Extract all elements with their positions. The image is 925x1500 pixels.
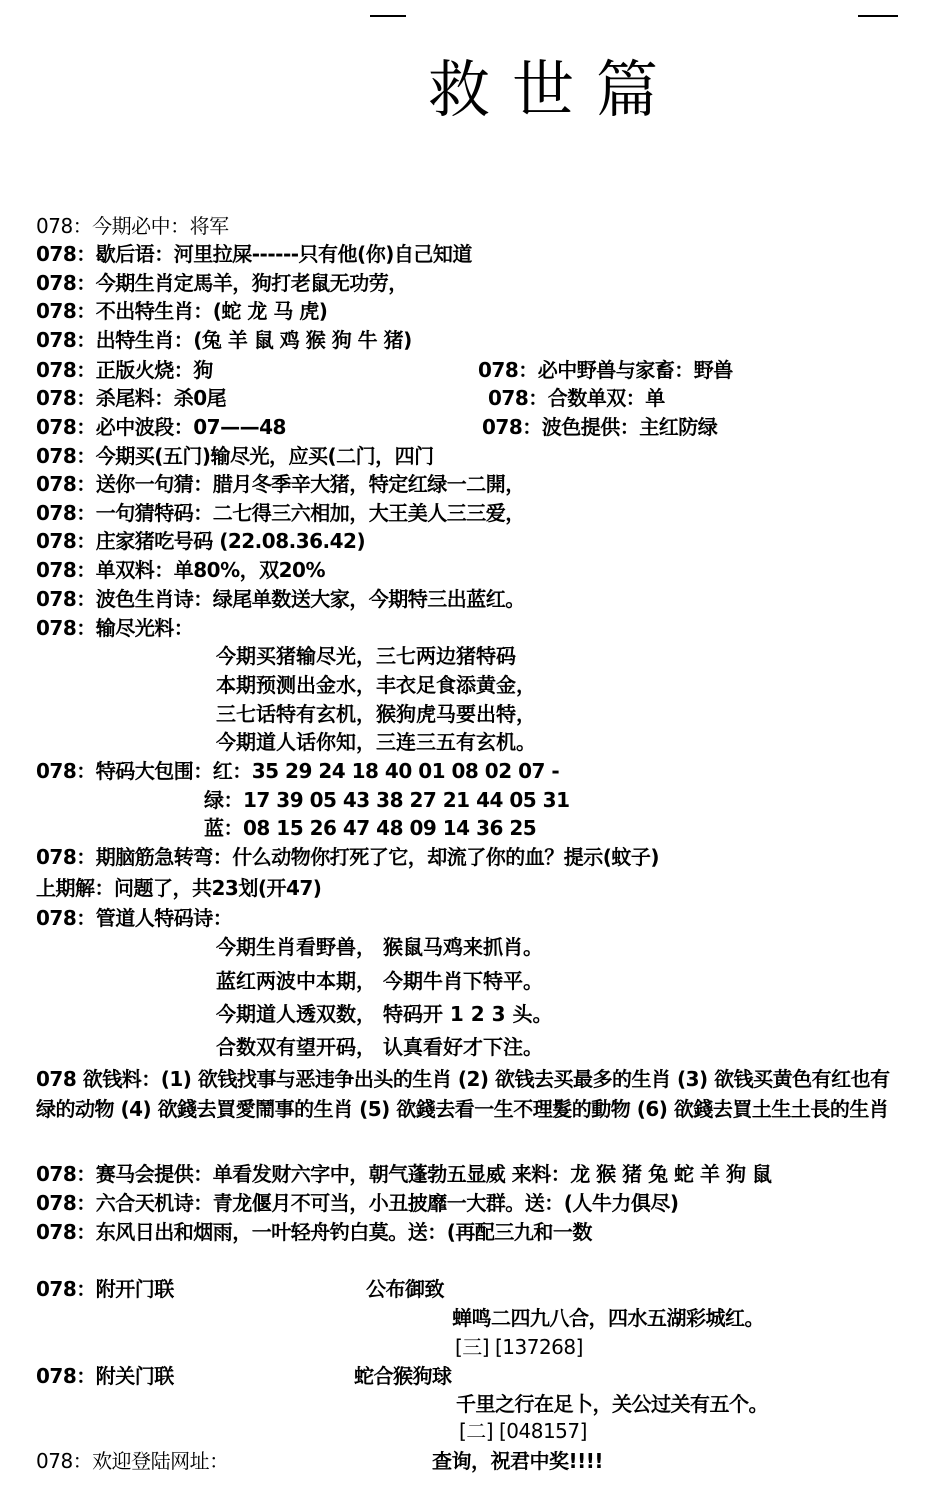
poem1-line3: 三七话特有玄机，猴狗虎马要出特，	[216, 702, 536, 726]
line-guandaoren: 078：管道人特码诗：	[36, 906, 233, 930]
line-tianji-shi: 078：六合天机诗：青龙偃月不可当，小丑披靡一大群。送：(人牛力俱尽)	[36, 1191, 679, 1215]
line-zhuangjia: 078：庄家猪吃号码 (22.08.36.42)	[36, 529, 366, 553]
kaimen-tag: 公布御致	[366, 1277, 444, 1301]
line-bose-tigong: 078：波色提供：主红防绿	[482, 415, 718, 439]
line-shujinguang: 078：输尽光料：	[36, 616, 194, 640]
line-jinqi-bizhong: 078：今期必中：将军	[36, 214, 229, 238]
line-shengxiao-ding: 078：今期生肖定馬羊，狗打老鼠无功劳，	[36, 271, 408, 295]
line-saimahui: 078：赛马会提供：单看发财六字中，朝气蓬勃五显威 来料：龙 猴 猪 兔 蛇 羊 狗 鼠	[36, 1162, 772, 1186]
poem2-line3: 今期道人透双数， 特码开 1 2 3 头。	[216, 1002, 553, 1026]
line-baowei-red: 078：特码大包围：红：35 29 24 18 40 01 08 02 07 -	[36, 759, 560, 783]
poem1-line2: 本期预测出金水，丰衣足食添黄金，	[216, 673, 536, 697]
line-chu-te: 078：出特生肖：(兔 羊 鼠 鸡 猴 狗 牛 猪)	[36, 328, 412, 352]
line-xiehouyu: 078：歇后语：河里拉屎------只有他(你)自己知道	[36, 242, 472, 266]
top-rule-right	[858, 15, 898, 17]
line-chaxun-zhujun: 查询，祝君中奖!!!!	[432, 1449, 603, 1473]
guanmen-numbers: [二] [048157]	[459, 1419, 587, 1443]
line-dongfeng: 078：东风日出和烟雨，一叶轻舟钓白莫。送：(再配三九和一数	[36, 1220, 592, 1244]
kaimen-couplet: 蝉鸣二四九八合，四水五湖彩城红。	[452, 1306, 764, 1330]
poem2-line4: 合数双有望开码， 认真看好才下注。	[216, 1035, 543, 1059]
line-bose-shi: 078：波色生肖诗：绿尾单数送大家，今期特三出蓝红。	[36, 587, 525, 611]
guanmen-couplet: 千里之行在足卜，关公过关有五个。	[456, 1392, 768, 1416]
poem1-line4: 今期道人话你知，三连三五有玄机。	[216, 730, 536, 754]
kaimen-label: 078：附开门联	[36, 1277, 174, 1301]
guanmen-tag: 蛇合猴狗球	[354, 1364, 452, 1388]
line-naojin: 078：期脑筋急转弯：什么动物你打死了它，却流了你的血？提示(蚊子)	[36, 845, 660, 869]
guanmen-label: 078：附关门联	[36, 1364, 174, 1388]
line-yeshou-jiachu: 078：必中野兽与家畜：野兽	[478, 358, 733, 382]
line-danshuang-liao: 078：单双料：单80%，双20%	[36, 558, 325, 582]
line-wumen: 078：今期买(五门)输尽光，应买(二门，四门	[36, 444, 434, 468]
line-shawei: 078：杀尾料：杀0尾	[36, 386, 227, 410]
line-boduan: 078：必中波段：07——48	[36, 415, 286, 439]
yuqian-paragraph: 078 欲钱料：(1) 欲钱找事与恶违争出头的生肖 (2) 欲钱去买最多的生肖 (3) 欲钱买黄色有红也有绿的动物 (4) 欲錢去買愛鬧事的生肖 (5) 欲錢去看一生不理髮的動物 (6) 欲錢去買土生土長的生肖	[36, 1067, 890, 1121]
line-songni-yiju: 078：送你一句猜：腊月冬季辛大猪，特定红绿一二開，	[36, 472, 525, 496]
line-yiju-temá: 078：一句猜特码：二七得三六相加，大王美人三三爱，	[36, 501, 525, 525]
top-rule-left	[370, 15, 406, 17]
kaimen-numbers: [三] [137268]	[455, 1335, 583, 1359]
line-huoshao: 078：正版火烧：狗	[36, 358, 213, 382]
poem1-line1: 今期买猪输尽光，三七两边猪特码	[216, 644, 516, 668]
poem2-line2: 蓝红两波中本期， 今期牛肖下特平。	[216, 969, 543, 993]
line-heshu-danshuang: 078：合数单双：单	[488, 386, 665, 410]
line-baowei-blue: 蓝：08 15 26 47 48 09 14 36 25	[204, 816, 537, 840]
line-wangzhi: 078：欢迎登陆网址：	[36, 1449, 229, 1473]
poem2-line1: 今期生肖看野兽， 猴鼠马鸡来抓肖。	[216, 935, 543, 959]
line-shangqi-jie: 上期解：问题了，共23划(开47)	[36, 876, 322, 900]
line-buchu-te: 078：不出特生肖：(蛇 龙 马 虎)	[36, 299, 328, 323]
line-baowei-green: 绿：17 39 05 43 38 27 21 44 05 31	[204, 788, 570, 812]
page-title: 救世篇	[428, 53, 681, 126]
